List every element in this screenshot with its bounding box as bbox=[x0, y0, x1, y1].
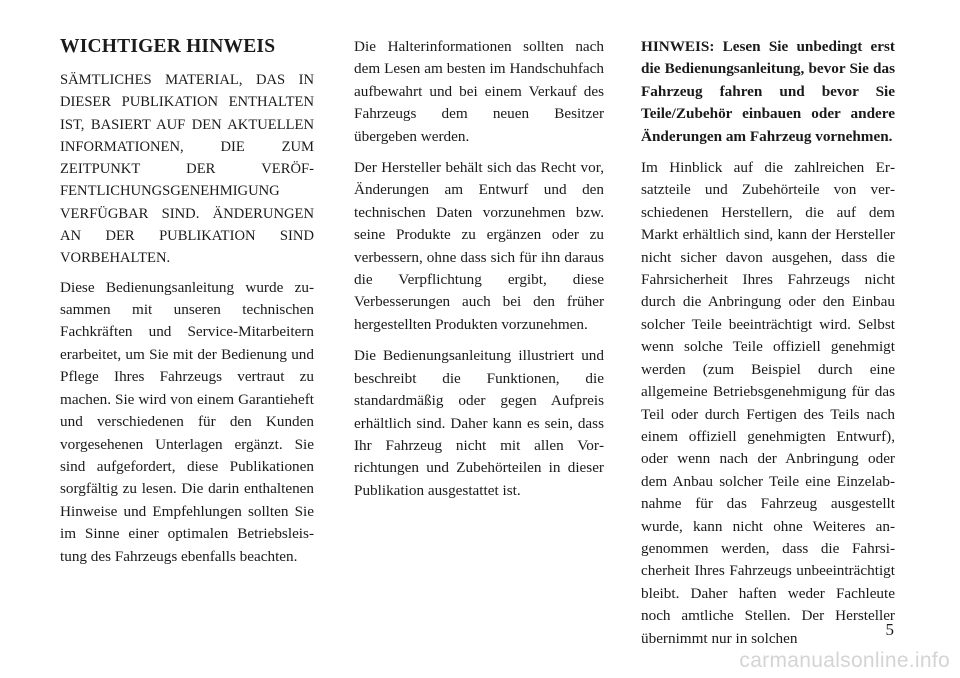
disclaimer-paragraph: SÄMTLICHES MATERIAL, DAS IN DIESER PUBLIKATION ENTHALTEN IST, BASIERT AUF DEN AKTUELLEN INFORMATIONEN, DIE ZUM ZEITPUNKT DER VERÖFFENTLICHUNGSGENEHMIGUNG VERFÜGBAR SIND. ÄNDERUNGEN AN DER PUBLIKATION SIND VORBEHALTEN. bbox=[60, 72, 314, 267]
watermark: carmanualsonline.info bbox=[739, 649, 950, 672]
manufacturer-rights-paragraph: Der Hersteller behält sich das Recht vor, Änderungen am Entwurf und den technischen Daten vorzunehmen bzw. seine Produkte zu ergänzen oder zu verbessern, ohne dass sich für ihn daraus die Verpflichtung ergibt, diese Verbesserungen auch bei den früher hergestellten Produkten vorzunehmen. bbox=[354, 159, 604, 333]
intro-paragraph: Diese Bedienungsanleitung wurde zusammen mit unseren technischen Fachkräften und Service-Mitarbeitern erarbeitet, um Sie mit der Bedienung und Pflege Ihres Fahrzeugs vertraut zu machen. Sie wird von einem Garantieheft und verschiedenen für den Kunden vorgesehenen Unterlagen ergänzt. Sie sind aufgefordert, diese Publikationen sorgfältig zu lesen. Die darin enthaltenen Hinweise und Empfehlungen sollten Sie im Sinne einer optimalen Betriebsleistung des Fahrzeugs ebenfalls beachten. bbox=[60, 278, 314, 565]
column-left bbox=[60, 30, 314, 577]
page-number: 5 bbox=[885, 620, 894, 639]
owner-info-paragraph: Die Halterinformationen sollten nach dem Lesen am besten im Handschuhfach aufbewahrt und bei einem Verkauf des Fahrzeugs dem neuen Besitzer übergeben werden. bbox=[354, 38, 604, 145]
features-paragraph: Die Bedienungsanleitung illustriert und beschreibt die Funktionen, die standardmäßig oder gegen Aufpreis erhältlich sind. Daher kann es sein, dass Ihr Fahrzeug nicht mit allen Vorrichtungen und Zubehörteilen in dieser Publikation ausgestattet ist. bbox=[354, 347, 604, 499]
column-right bbox=[641, 36, 895, 659]
notice-paragraph: HINWEIS: Lesen Sie unbedingt erst die Bedienungsanleitung, bevor Sie das Fahrzeug fahren und bevor Sie Teile/Zubehör einbauen oder andere Änderungen am Fahrzeug vornehmen. bbox=[641, 38, 895, 145]
parts-accessories-paragraph: Im Hinblick auf die zahlreichen Ersatzteile und Zubehörteile von verschiedenen Herstellern, die auf dem Markt erhältlich sind, kann der Hersteller nicht sicher davon ausgehen, dass die Fahrsicherheit Ihres Fahrzeugs nicht durch die Anbringung oder den Einbau solcher Teile beeinträchtigt wird. Selbst wenn solche Teile offiziell genehmigt werden (zum Beispiel durch eine allgemeine Betriebsgenehmigung für das Teil oder durch Fertigen des Teils nach einem offiziell genehmigten Entwurf), oder wenn nach der Anbringung oder dem Anbau solcher Teile eine Einzelabnahme für das Fahrzeug ausgestellt wurde, kann nicht ohne Weiteres angenommen werden, dass die Fahrsicherheit Ihres Fahrzeugs unbeeinträchtigt bleibt. Daher haften weder Fachleute noch amtliche Stellen. Der Hersteller übernimmt nur in solchen bbox=[641, 159, 895, 647]
column-middle bbox=[354, 36, 604, 511]
section-heading: WICHTIGER HINWEIS bbox=[60, 36, 276, 57]
